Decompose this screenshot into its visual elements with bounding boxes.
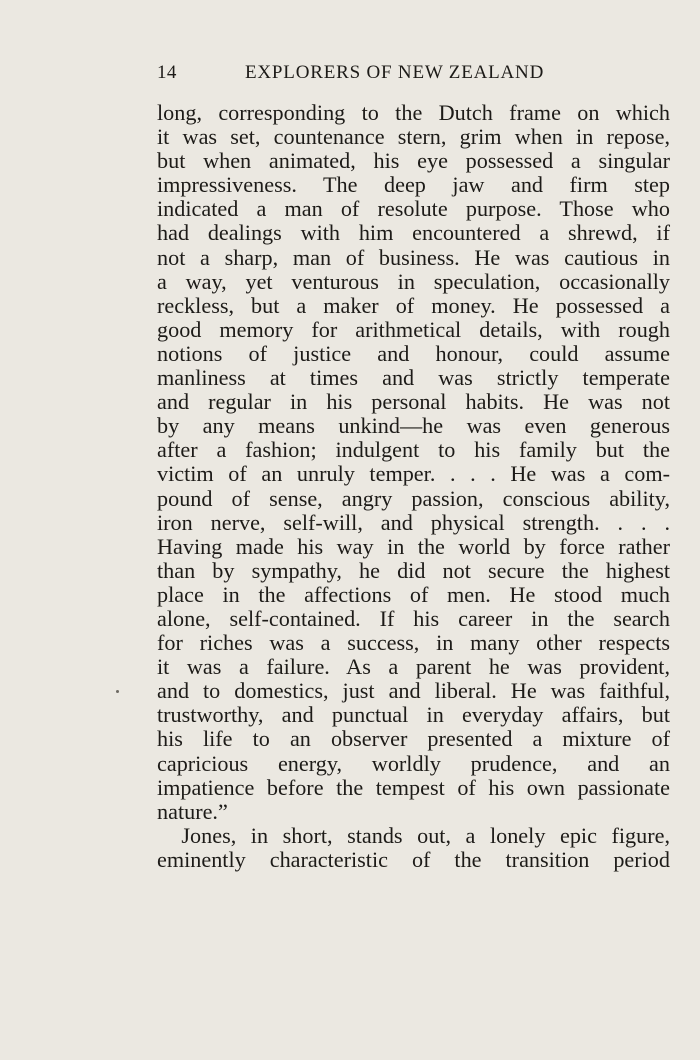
text-line: victim of an unruly temper. . . . He was a com- bbox=[157, 461, 670, 487]
text-line: manliness at times and was strictly temperate bbox=[157, 365, 670, 391]
text-line: impressiveness. The deep jaw and firm step bbox=[157, 172, 670, 198]
text-line: capricious energy, worldly prudence, and an bbox=[157, 750, 670, 776]
text-line: for riches was a success, in many other respects bbox=[157, 630, 670, 656]
text-line: good memory for arithmetical details, with rough bbox=[157, 316, 670, 342]
text-line: than by sympathy, he did not secure the highest bbox=[157, 557, 670, 583]
text-line: pound of sense, angry passion, conscious ability, bbox=[157, 485, 670, 511]
text-line: it was a failure. As a parent he was provident, bbox=[157, 654, 670, 680]
text-line: by any means unkind—he was even generous bbox=[157, 413, 670, 439]
body-text bbox=[157, 101, 670, 872]
text-line: not a sharp, man of business. He was cautious in bbox=[157, 244, 670, 270]
text-line: notions of justice and honour, could assume bbox=[157, 340, 670, 366]
text-line: indicated a man of resolute purpose. Those who bbox=[157, 196, 670, 222]
text-line: and to domestics, just and liberal. He was faithful, bbox=[157, 678, 670, 704]
text-line: iron nerve, self-will, and physical strength. . . . bbox=[157, 509, 670, 535]
text-line: a way, yet venturous in speculation, occasionally bbox=[157, 268, 670, 294]
text-line: but when animated, his eye possessed a singular bbox=[157, 148, 670, 174]
text-line: impatience before the tempest of his own passionate bbox=[157, 774, 670, 800]
text-line: nature.” bbox=[157, 798, 228, 824]
running-title: EXPLORERS OF NEW ZEALAND bbox=[245, 62, 545, 83]
text-line: had dealings with him encountered a shrewd, if bbox=[157, 220, 670, 246]
text-line: it was set, countenance stern, grim when in repose, bbox=[157, 124, 670, 150]
text-line: after a fashion; indulgent to his family but the bbox=[157, 437, 670, 463]
text-line: reckless, but a maker of money. He possessed a bbox=[157, 292, 670, 318]
text-line: Having made his way in the world by force rather bbox=[157, 533, 670, 559]
text-line: Jones, in short, stands out, a lonely epic figure, bbox=[181, 822, 670, 848]
text-line: trustworthy, and punctual in everyday affairs, but bbox=[157, 702, 670, 728]
text-line: and regular in his personal habits. He was not bbox=[157, 389, 670, 415]
text-line: his life to an observer presented a mixture of bbox=[157, 726, 670, 752]
margin-mark bbox=[116, 690, 119, 693]
page-number: 14 bbox=[157, 62, 177, 83]
text-line: long, corresponding to the Dutch frame on which bbox=[157, 100, 670, 125]
text-line: eminently characteristic of the transition period bbox=[157, 846, 670, 872]
text-line: place in the affections of men. He stood much bbox=[157, 581, 670, 607]
running-head bbox=[157, 62, 670, 90]
text-line: alone, self-contained. If his career in the search bbox=[157, 605, 670, 631]
